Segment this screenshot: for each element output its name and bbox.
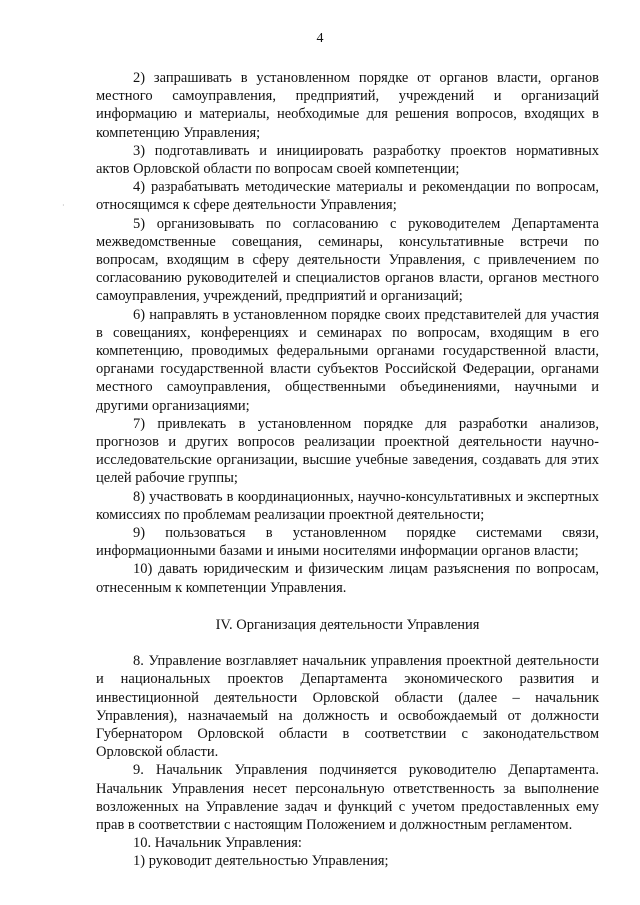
clause-9: 9. Начальник Управления подчиняется руководителю Департамента. Начальник Управления несет персональную ответственность за выполнение возложенных на Управление задач и функций с учетом предоставленных ему прав в соответствии с настоящим Положением и должностным регламентом. bbox=[96, 762, 599, 833]
clause-10-item-1: 1) руководит деятельностью Управления; bbox=[133, 853, 389, 870]
list-item-6: 6) направлять в установленном порядке своих представителей для участия в совещаниях, конференциях и семинарах по вопросам, входящим в его компетенцию, проводимых федеральными органами государственной власти, органами государственной власти субъектов Российской Федерации, органами местного самоуправления, общественными объединениями, научными и другими организациями; bbox=[96, 306, 599, 414]
list-item-8: 8) участвовать в координационных, научно-консультативных и экспертных комиссиях по проблемам реализации проектной деятельности; bbox=[96, 488, 599, 523]
clause-10: 10. Начальник Управления: bbox=[133, 835, 302, 852]
list-item-3: 3) подготавливать и инициировать разработку проектов нормативных актов Орловской области по вопросам своей компетенции; bbox=[96, 142, 599, 178]
list-item-7: 7) привлекать в установленном порядке для разработки анализов, прогнозов и других вопросов реализации проектной деятельности научно-исследовательские организации, высшие учебные заведения, создавать для этих целей рабочие группы; bbox=[96, 415, 599, 487]
list-item-4: 4) разрабатывать методические материалы и рекомендации по вопросам, относящимся к сфере деятельности Управления; bbox=[96, 179, 599, 214]
list-item-5: 5) организовывать по согласованию с руководителем Департамента межведомственные совещания, семинары, консультативные встречи по вопросам, входящим в сферу деятельности Управления, с привлечением по согласованию руководителей и специалистов органов власти, органов местного самоуправления, учреждений, предприятий и организаций; bbox=[96, 215, 599, 305]
list-item-10: 10) давать юридическим и физическим лицам разъяснения по вопросам, отнесенным к компетенции Управления. bbox=[96, 561, 599, 596]
section-heading: IV. Организация деятельности Управления bbox=[215, 616, 480, 633]
clause-8: 8. Управление возглавляет начальник управления проектной деятельности и национальных проектов Департамента экономического развития и инвестиционной деятельности Орловской области (далее – начальник Управления), назначаемый на должность и освобождаемый от должности Губернатором Орловской области в соответствии с законодательством Орловской области. bbox=[96, 653, 599, 761]
list-item-9: 9) пользоваться в установленном порядке системами связи, информационными базами и иными носителями информации органов власти; bbox=[96, 525, 599, 560]
page-number: 4 bbox=[316, 31, 324, 46]
document-body bbox=[96, 69, 599, 871]
margin-mark: · bbox=[62, 201, 65, 210]
list-item-2: 2) запрашивать в установленном порядке от органов власти, органов местного самоуправления, предприятий, учреждений и организаций информацию и материалы, необходимые для решения вопросов, входящих в компетенцию Управления; bbox=[96, 70, 599, 141]
